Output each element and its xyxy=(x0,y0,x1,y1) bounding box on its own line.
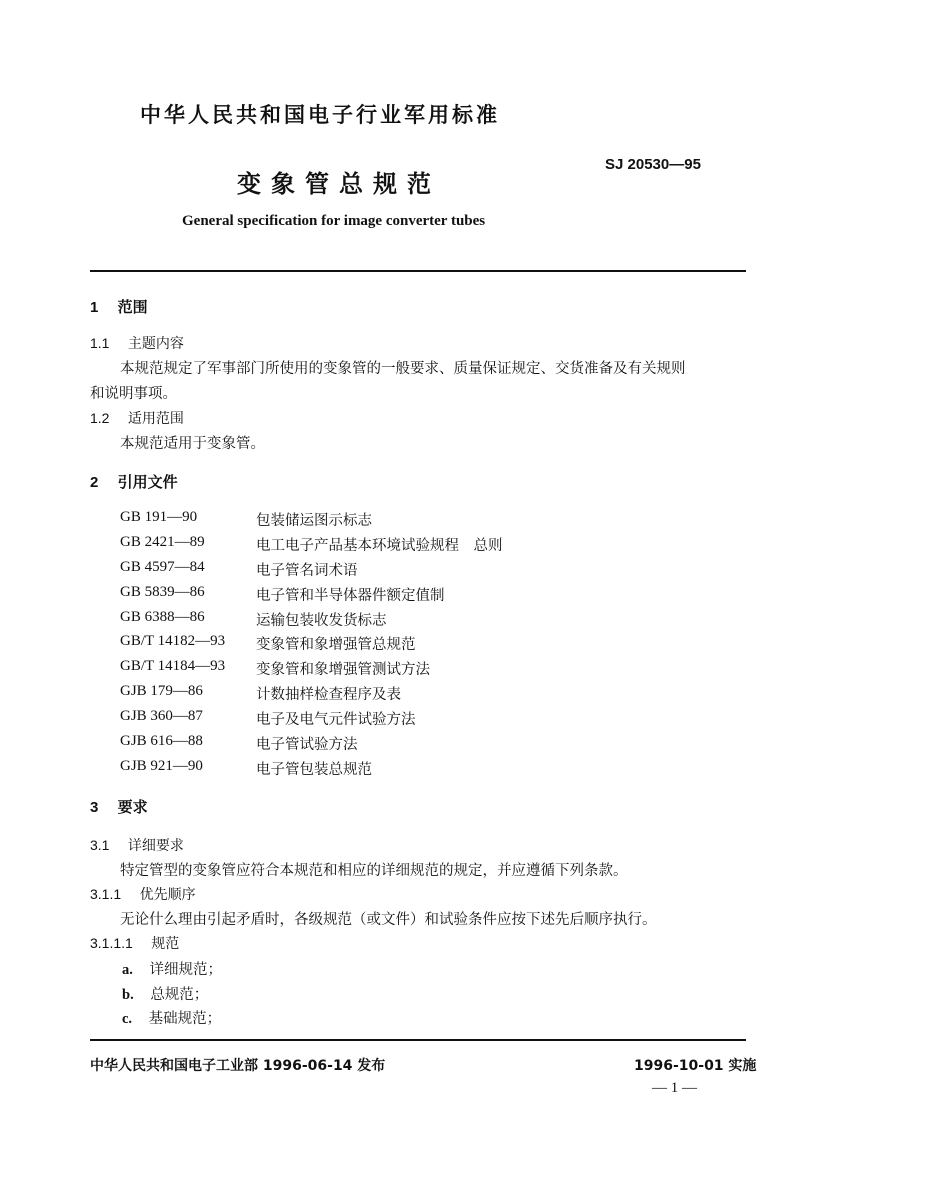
section-title: 引用文件 xyxy=(117,473,178,491)
section-1-2-text: 本规范适用于变象管。 xyxy=(120,436,265,452)
section-number: 1.1 xyxy=(90,335,110,351)
issued-date: 中华人民共和国电子工业部 1996-06-14 发布 xyxy=(90,1058,386,1074)
section-number: 3.1.1 xyxy=(90,886,122,902)
section-title: 优先顺序 xyxy=(139,887,196,903)
reference-title: 电子管和半导体器件额定值制 xyxy=(256,588,445,604)
page-number: — 1 — xyxy=(652,1080,697,1096)
section-number: 3.1.1.1 xyxy=(90,935,133,951)
section-3-1-1-text: 无论什么理由引起矛盾时，各级规范（或文件）和试验条件应按下述先后顺序执行。 xyxy=(120,912,657,928)
reference-code: GB 4597—84 xyxy=(120,559,205,575)
section-number: 3 xyxy=(90,799,99,816)
reference-code: GB 6388—86 xyxy=(120,609,205,625)
document-title: 变象管总规范 xyxy=(237,170,441,198)
reference-code: GJB 360—87 xyxy=(120,708,203,724)
reference-title: 变象管和象增强管测试方法 xyxy=(256,662,430,678)
reference-code: GJB 179—86 xyxy=(120,683,203,699)
section-title: 主题内容 xyxy=(127,336,184,352)
reference-title: 电子管名词术语 xyxy=(256,563,358,579)
reference-title: 电子管包装总规范 xyxy=(256,762,372,778)
section-2-heading xyxy=(90,471,178,492)
standard-body-title: 中华人民共和国电子行业军用标准 xyxy=(140,103,500,127)
list-item xyxy=(122,983,208,1004)
section-number: 1 xyxy=(90,299,99,316)
section-title: 规范 xyxy=(151,936,180,952)
list-marker: b. xyxy=(122,987,134,1003)
reference-title: 运输包装收发货标志 xyxy=(256,613,387,629)
reference-code: GB/T 14184—93 xyxy=(120,658,226,674)
section-title: 详细要求 xyxy=(127,838,184,854)
section-3-1-1-1-heading xyxy=(90,933,179,953)
section-1-heading xyxy=(90,296,148,317)
list-text: 详细规范； xyxy=(149,962,222,978)
reference-code: GB/T 14182—93 xyxy=(120,633,226,649)
section-3-1-text: 特定管型的变象管应符合本规范和相应的详细规范的规定，并应遵循下列条款。 xyxy=(120,863,628,879)
section-1-1-heading xyxy=(90,333,184,353)
reference-code: GB 191—90 xyxy=(120,509,198,525)
list-text: 基础规范； xyxy=(148,1011,222,1027)
section-title: 范围 xyxy=(117,298,148,316)
bottom-divider xyxy=(90,1039,746,1041)
section-number: 2 xyxy=(90,474,99,491)
reference-code: GJB 921—90 xyxy=(120,758,203,774)
list-item xyxy=(122,958,222,979)
section-1-2-heading xyxy=(90,408,184,428)
list-text: 总规范； xyxy=(150,987,209,1003)
reference-title: 计数抽样检查程序及表 xyxy=(256,687,401,703)
top-divider xyxy=(90,270,746,272)
reference-title: 电子管试验方法 xyxy=(256,737,358,753)
section-3-1-heading xyxy=(90,835,184,855)
section-3-heading xyxy=(90,796,148,817)
reference-title: 包装储运图示标志 xyxy=(256,513,372,529)
list-marker: c. xyxy=(122,1011,133,1027)
reference-code: GJB 616—88 xyxy=(120,733,203,749)
section-1-1-text-line1: 本规范规定了军事部门所使用的变象管的一般要求、质量保证规定、交货准备及有关规则 xyxy=(120,361,686,377)
section-number: 1.2 xyxy=(90,410,110,426)
list-marker: a. xyxy=(122,962,133,978)
list-item xyxy=(122,1007,221,1028)
section-title: 适用范围 xyxy=(127,411,184,427)
section-number: 3.1 xyxy=(90,837,110,853)
standard-code: SJ 20530—95 xyxy=(605,156,701,173)
reference-title: 电工电子产品基本环境试验规程 总则 xyxy=(256,538,503,554)
reference-title: 电子及电气元件试验方法 xyxy=(256,712,416,728)
effective-date: 1996-10-01 实施 xyxy=(634,1058,757,1074)
section-1-1-text-line2: 和说明事项。 xyxy=(90,386,177,402)
reference-title: 变象管和象增强管总规范 xyxy=(256,637,416,653)
english-title: General specification for image converter tubes xyxy=(182,213,486,229)
section-title: 要求 xyxy=(117,798,148,816)
reference-code: GB 2421—89 xyxy=(120,534,205,550)
reference-code: GB 5839—86 xyxy=(120,584,205,600)
section-3-1-1-heading xyxy=(90,884,196,904)
